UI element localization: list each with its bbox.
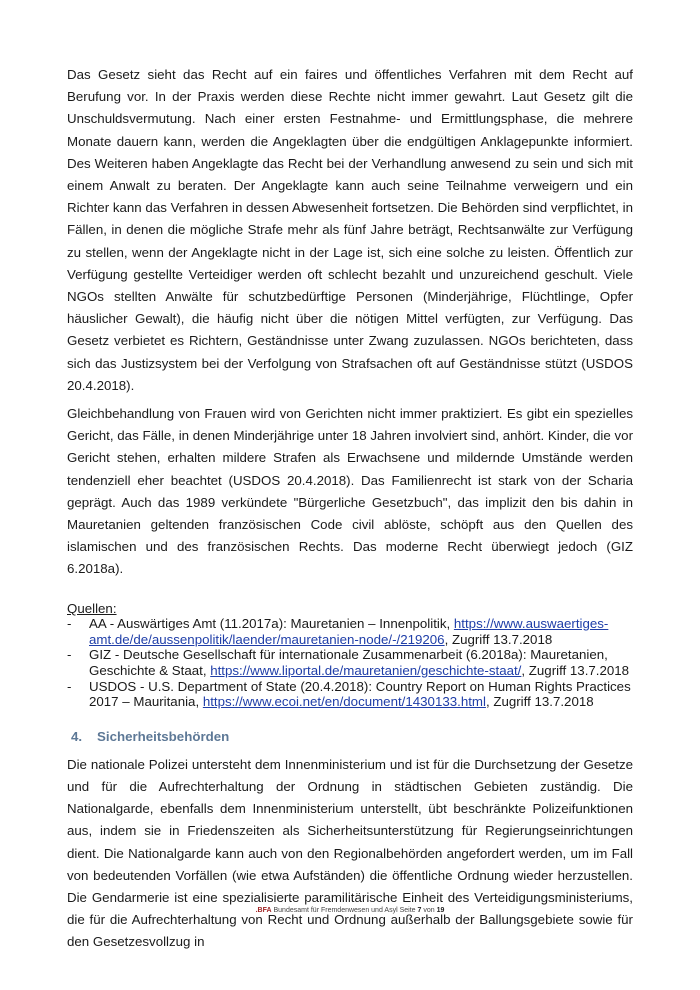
source-link[interactable]: https://www.auswaertiges-amt.de/de/aussenpolitik/laender/mauretanien-node/-/219206 xyxy=(89,616,609,647)
source-link[interactable]: https://www.ecoi.net/en/document/1430133.html xyxy=(202,694,486,710)
body-paragraph: Das Gesetz sieht das Recht auf ein faires und öffentliches Verfahren mit dem Recht auf Berufung vor. In der Praxis werden diese Rechte nicht immer gewahrt. Laut Gesetz gilt die Unschuldsvermutung. Nach einer ersten Festnahme- und Ermittlungsphase, die mehrere Monate dauern kann, werden die Angeklagten über die endgültigen Anklagepunkte informiert. Des Weiteren haben Angeklagte das Recht bei der Verhandlung anwesend zu sein und sich mit einem Anwalt zu beraten. Der Angeklagte kann auch seine Teilnahme verweigern und ein Richter kann das Verfahren in dessen Abwesenheit fortsetzen. Die Behörden sind verpflichtet, in Fällen, in denen die mögliche Strafe mehr als fünf Jahre beträgt, Rechtsanwälte zur Verfügung zu stellen, wenn der Angeklagte nicht in der Lage ist, sich eine solche zu leisten. Öffentlich zur Verfügung gestellte Verteidiger werden oft schlecht bezahlt und unzureichend geschult. Viele NGOs stellten Anwälte für schutzbedürftige Personen (Minderjährige, Flüchtlinge, Opfer häuslicher Gewalt), die häufig nicht über die nötigen Mittel verfügten, zur Verfügung. Das Gesetz verbietet es Richtern, Geständnisse unter Zwang zuzulassen. NGOs berichteten, dass sich das Justizsystem bei der Verfolgung von Strafsachen oft auf Geständnisse stützt (USDOS 20.4.2018). xyxy=(67,67,633,393)
section-heading xyxy=(67,726,633,748)
document-page xyxy=(67,64,633,954)
source-text: USDOS - U.S. Department of State (20.4.2018): Country Report on Human Rights Practices 2017 – Mauritania, xyxy=(89,678,631,710)
source-link[interactable]: https://www.liportal.de/mauretanien/geschichte-staat/ xyxy=(210,663,522,679)
page-footer xyxy=(0,907,700,914)
source-text: AA - Auswärtiges Amt (11.2017a): Mauretanien – Innenpolitik, xyxy=(89,616,454,632)
source-item xyxy=(67,679,633,710)
footer-org: Bundesamt für Fremdenwesen und Asyl xyxy=(273,907,398,914)
body-paragraph: Die nationale Polizei untersteht dem Innenministerium und ist für die Durchsetzung der Gesetze und für die Aufrechterhaltung der Ordnung in städtischen Gebieten zuständig. Die Nationalgarde, ebenfalls dem Innenministerium unterstellt, übt beschränkte Polizeifunktionen aus, indem sie in Friedenszeiten als Sicherheitsunterstützung für Regierungseinrichtungen dient. Die Nationalgarde kann auch von den Regionalbehörden angefordert werden, um im Fall von bedeutenden Vorfällen (wie etwa Aufständen) die öffentliche Ordnung wieder herzustellen. Die Gendarmerie ist eine spezialisierte paramilitärische Einheit des Verteidigungsministeriums, die für die Aufrechterhaltung von Recht und Ordnung außerhalb der Ballungsgebiete sowie für den Gesetzesvollzug in xyxy=(67,756,633,950)
source-access-date: , Zugriff 13.7.2018 xyxy=(444,631,553,647)
body-paragraph: Gleichbehandlung von Frauen wird von Gerichten nicht immer praktiziert. Es gibt ein spezielles Gericht, das Fälle, in denen Minderjährige unter 18 Jahren involviert sind, anhört. Kinder, die vor Gericht stehen, erhalten mildere Strafen als Erwachsene und mildernde Umstände werden tendenziell eher beachtet (USDOS 20.4.2018). Das Familienrecht ist stark von der Scharia geprägt. Auch das 1989 verkündete "Bürgerliche Gesetzbuch", das implizit den bis dahin in Mauretanien geltenden französischen Code civil ablöste, schöpft aus den Quellen des islamischen und des französischen Rechts. Das moderne Recht überwiegt jedoch (GIZ 6.2018a). xyxy=(67,406,633,577)
section-title: Sicherheitsbehörden xyxy=(97,728,230,744)
bullet-dash: - xyxy=(67,647,72,663)
footer-of-label: von xyxy=(423,907,435,914)
sources-list xyxy=(67,616,633,710)
footer-page-label: Seite xyxy=(399,907,416,914)
source-access-date: , Zugriff 13.7.2018 xyxy=(521,663,630,679)
source-text: GIZ - Deutsche Gesellschaft für internationale Zusammenarbeit (6.2018a): Mauretanien, Geschichte & Staat, xyxy=(89,647,608,679)
source-access-date: , Zugriff 13.7.2018 xyxy=(485,694,594,710)
footer-page-current: 7 xyxy=(417,907,422,914)
bullet-dash: - xyxy=(67,678,72,694)
footer-page-total: 19 xyxy=(436,907,445,914)
section-number: 4. xyxy=(71,728,83,744)
sources-title: Quellen: xyxy=(67,600,117,616)
bfa-logo-text: .BFA xyxy=(255,907,272,914)
sources-block xyxy=(67,601,633,710)
source-item xyxy=(67,647,633,678)
bullet-dash: - xyxy=(67,616,72,632)
source-item xyxy=(67,616,633,647)
